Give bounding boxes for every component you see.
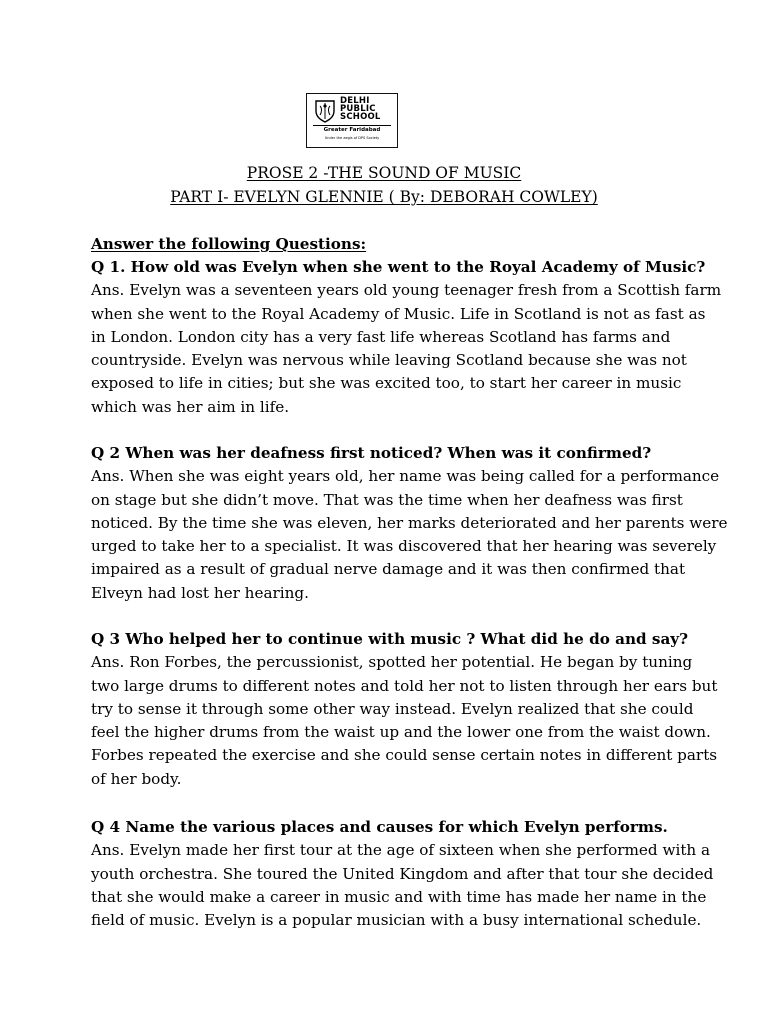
answer-line: two large drums to different notes and told her not to listen through her ears but [91, 676, 718, 695]
answer-line: field of music. Evelyn is a popular musician with a busy international schedule. [91, 911, 702, 930]
document-title: PROSE 2 -THE SOUND OF MUSIC [246, 164, 522, 182]
answer-line: try to sense it through some other way instead. Evelyn realized that she could [91, 699, 694, 718]
answer-line: countryside. Evelyn was nervous while leaving Scotland because she was not [91, 351, 687, 370]
logo-name-line: PUBLIC [340, 104, 376, 115]
answer-line: Ans. When she was eight years old, her name was being called for a performance [91, 467, 720, 486]
question-block-3 [91, 628, 718, 791]
question-block-2 [91, 442, 728, 605]
answer-line: exposed to life in cities; but she was excited too, to start her career in music [91, 374, 682, 393]
question-block-4 [91, 816, 714, 932]
question-text: Q 1. How old was Evelyn when she went to the Royal Academy of Music? [91, 258, 706, 276]
answer-line: feel the higher drums from the waist up and the lower one from the waist down. [91, 723, 711, 742]
answer-line: in London. London city has a very fast life whereas Scotland has farms and [91, 327, 671, 346]
document-subtitle: PART I- EVELYN GLENNIE ( By: DEBORAH COWLEY) [170, 188, 598, 206]
answer-line: urged to take her to a specialist. It was discovered that her hearing was severely [91, 537, 717, 556]
question-block-1 [91, 256, 722, 419]
school-emblem-icon [314, 99, 336, 123]
school-logo [306, 93, 398, 148]
answer-line: on stage but she didn’t move. That was the time when her deafness was first [91, 490, 683, 509]
answer-line: youth orchestra. She toured the United Kingdom and after that tour she decided [91, 864, 714, 883]
answer-line: Forbes repeated the exercise and she could sense certain notes in different parts [91, 746, 718, 765]
answer-line: of her body. [91, 769, 182, 788]
answer-line: Ans. Ron Forbes, the percussionist, spotted her potential. He began by tuning [91, 653, 693, 672]
logo-tagline: Under the aegis of DPS Society [324, 136, 380, 140]
answer-line: Ans. Evelyn made her first tour at the age of sixteen when she performed with a [91, 841, 711, 860]
answer-line: Elveyn had lost her hearing. [91, 583, 309, 602]
instruction-heading: Answer the following Questions: [91, 235, 367, 253]
question-text: Q 4 Name the various places and causes for which Evelyn performs. [91, 818, 668, 836]
answer-line: impaired as a result of gradual nerve damage and it was then confirmed that [91, 560, 686, 579]
question-text: Q 2 When was her deafness first noticed? When was it confirmed? [91, 444, 652, 462]
answer-line: that she would make a career in music and with time has made her name in the [91, 887, 707, 906]
logo-school-name [340, 97, 396, 122]
answer-line: Ans. Evelyn was a seventeen years old young teenager fresh from a Scottish farm [91, 281, 722, 300]
answer-line: which was her aim in life. [91, 397, 290, 416]
logo-divider [313, 125, 391, 126]
logo-city: Greater Faridabad [323, 127, 381, 133]
instruction-block [91, 233, 683, 256]
logo-name-line: DELHI [340, 96, 370, 106]
answer-line: noticed. By the time she was eleven, her marks deteriorated and her parents were [91, 513, 728, 532]
answer-line: when she went to the Royal Academy of Music. Life in Scotland is not as fast as [91, 304, 706, 323]
question-text: Q 3 Who helped her to continue with music ? What did he do and say? [91, 630, 689, 648]
logo-name-line: SCHOOL [340, 112, 381, 123]
